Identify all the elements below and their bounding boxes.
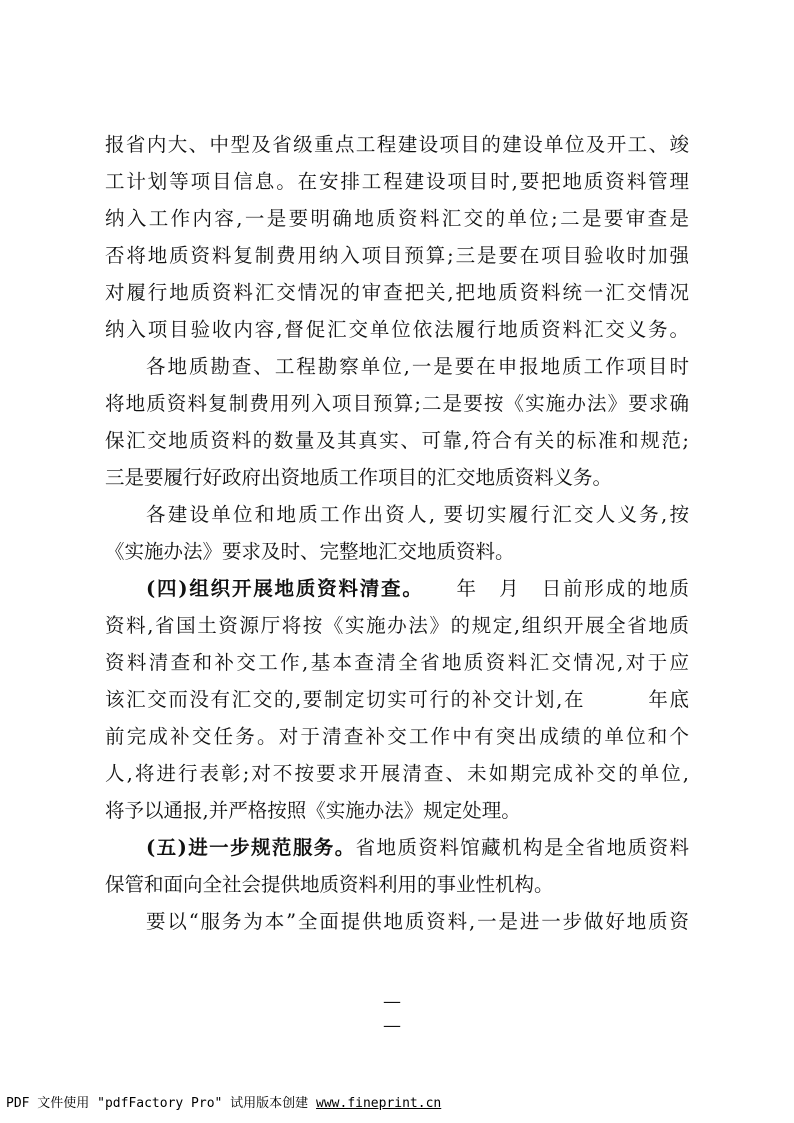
body-line: 该汇交而没有汇交的,要制定切实可行的补交计划,在 年底	[105, 688, 689, 711]
body-line: 前完成补交任务。对于清查补交工作中有突出成绩的单位和个	[105, 725, 689, 748]
pdf-footer	[6, 1094, 706, 1114]
body-line: 《实施办法》要求及时、完整地汇交地质资料。	[105, 540, 515, 563]
footer-link[interactable]: www.fineprint.cn	[316, 1096, 442, 1111]
body-line: 纳入项目验收内容,督促汇交单位依法履行地质资料汇交义务。	[105, 318, 689, 341]
body-line: 纳入工作内容,一是要明确地质资料汇交的单位;二是要审查是	[105, 207, 689, 230]
body-line: 资料,省国土资源厅将按《实施办法》的规定,组织开展全省地质	[105, 614, 689, 637]
footer-text: PDF 文件使用 "pdfFactory Pro" 试用版本创建	[6, 1096, 317, 1111]
page-number: — —	[383, 991, 431, 1036]
body-line: 要以“服务为本”全面提供地质资料,一是进一步做好地质资	[146, 910, 689, 933]
body-line: 各建设单位和地质工作出资人, 要切实履行汇交人义务,按	[146, 503, 689, 526]
body-line: 保管和面向全社会提供地质资料利用的事业性机构。	[105, 873, 554, 896]
body-line: 各地质勘查、工程勘察单位,一是要在申报地质工作项目时	[146, 355, 689, 378]
body-line: 工计划等项目信息。在安排工程建设项目时,要把地质资料管理	[105, 170, 689, 193]
body-line: 否将地质资料复制费用纳入项目预算;三是要在项目验收时加强	[105, 244, 689, 267]
section-heading-line: (五)进一步规范服务。省地质资料馆藏机构是全省地质资料	[146, 836, 689, 859]
body-line: 三是要履行好政府出资地质工作项目的汇交地质资料义务。	[105, 466, 613, 489]
body-line: 将地质资料复制费用列入项目预算;二是要按《实施办法》要求确	[105, 392, 689, 415]
body-line: 将予以通报,并严格按照《实施办法》规定处理。	[105, 799, 521, 822]
body-line: 人,将进行表彰;对不按要求开展清查、未如期完成补交的单位,	[105, 762, 689, 785]
body-line: 对履行地质资料汇交情况的审查把关,把地质资料统一汇交情况	[105, 281, 689, 304]
body-line: 保汇交地质资料的数量及其真实、可靠,符合有关的标准和规范;	[105, 429, 689, 452]
body-line: 报省内大、中型及省级重点工程建设项目的建设单位及开工、竣	[105, 133, 689, 156]
section-heading: (五)进一步规范服务。	[146, 836, 356, 859]
section-heading-line: (四)组织开展地质资料清查。 年 月 日前形成的地质	[146, 577, 689, 600]
section-heading: (四)组织开展地质资料清查。	[146, 577, 414, 600]
body-line: 资料清查和补交工作,基本查清全省地质资料汇交情况,对于应	[105, 651, 689, 674]
